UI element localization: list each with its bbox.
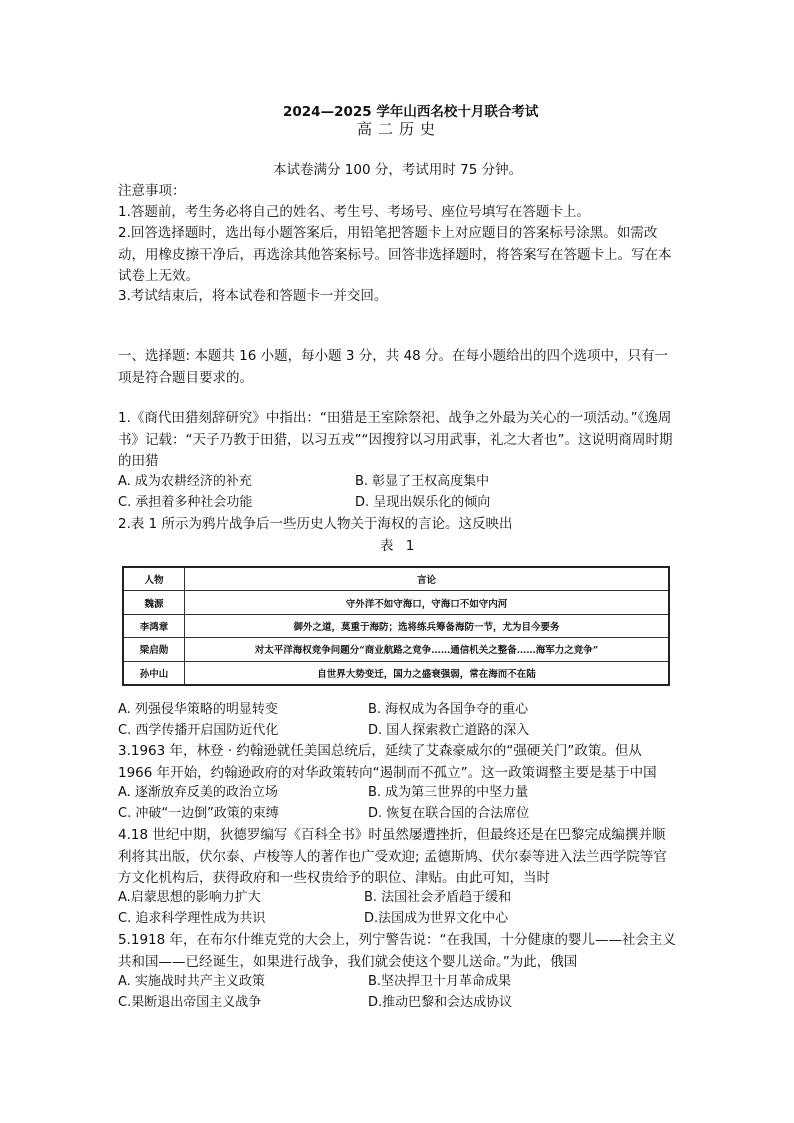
table-cell-quote: 御外之道，莫重于海防；选将练兵筹备海防一节，尤为目今要务	[185, 614, 670, 637]
table-header-row	[123, 567, 669, 591]
option-b: B. 成为第三世界的中坚力量	[368, 785, 529, 800]
option-d: D. 恢复在联合国的合法席位	[368, 806, 530, 821]
option-b: B. 彰显了王权高度集中	[355, 474, 490, 489]
option-c: C. 追求科学理性成为共识	[118, 911, 266, 926]
table-cell-person: 梁启勋	[123, 638, 185, 661]
table-cell-quote: 对太平洋海权竞争问题分“商业航路之竞争……通信机关之整备……海军力之竞争”	[185, 638, 670, 661]
option-c: C. 西学传播开启国防近代化	[118, 723, 279, 738]
option-a: A.启蒙思想的影响力扩大	[118, 890, 261, 905]
option-d: D. 呈现出娱乐化的倾向	[355, 495, 491, 510]
option-d: D.法国成为世界文化中心	[364, 911, 509, 926]
option-a: A. 成为农耕经济的补充	[118, 474, 252, 489]
score-info: 本试卷满分 100 分，考试用时 75 分钟。	[273, 162, 523, 178]
option-c: C. 冲破“一边倒”政策的束缚	[118, 806, 279, 821]
note-item: 2.回答选择题时，选出每小题答案后，用铅笔把答题卡上对应题目的答案标号涂黑。如需改动，用橡皮擦干净后，再选涂其他答案标号。回答非选择题时，将答案写在答题卡上。写在本试卷上无效。	[118, 225, 672, 284]
option-a: A. 列强侵华策略的明显转变	[118, 702, 278, 717]
section-instructions: 一、选择题: 本题共 16 小题，每小题 3 分，共 48 分。在每小题给出的四个选项中，只有一项是符合题目要求的。	[118, 348, 669, 386]
table-cell-quote: 守外洋不如守海口，守海口不如守内河	[185, 591, 670, 614]
option-d: D. 国人探索救亡道路的深入	[368, 723, 530, 738]
note-item: 1.答题前，考生务必将自己的姓名、考生号、考场号、座位号填写在答题卡上。	[118, 204, 590, 220]
option-b: B. 法国社会矛盾趋于缓和	[364, 890, 512, 905]
option-a: A. 实施战时共产主义政策	[118, 974, 265, 989]
option-b: B. 海权成为各国争夺的重心	[368, 702, 529, 717]
table-cell-person: 魏源	[123, 591, 185, 614]
table-row	[123, 614, 669, 637]
table-row	[123, 591, 669, 614]
notes-heading: 注意事项：	[118, 183, 186, 199]
question-stem: 4.18 世纪中期，狄德罗编写《百科全书》时虽然屡遭挫折，但最终还是在巴黎完成编撰并顺利将其出版，伏尔泰、卢梭等人的著作也广受欢迎; 孟德斯鸠、伏尔泰等进入法兰西学院等官方文化机构后，获得政府和一些权贵给予的职位、津贴。由此可知，当时	[118, 827, 667, 886]
table-header: 人物	[123, 567, 185, 591]
question-stem: 2.表 1 所示为鸦片战争后一些历史人物关于海权的言论。这反映出	[118, 516, 513, 532]
note-item: 3.考试结束后，将本试卷和答题卡一并交回。	[118, 288, 388, 304]
question-stem: 1.《商代田猎刻辞研究》中指出：“田猎是王室除祭祀、战争之外最为关心的一项活动。”《逸周书》记载：“天子乃教于田猎，以习五戎”“因搜狩以习用武事，礼之大者也”。这说明商周时期的田猎	[118, 410, 673, 469]
table-header: 言论	[185, 567, 670, 591]
option-d: D.推动巴黎和会达成协议	[368, 995, 513, 1010]
table-cell-quote: 自世界大势变迁，国力之盛衰强弱，常在海而不在陆	[185, 661, 670, 685]
table-caption: 表 1	[380, 538, 419, 554]
option-c: C. 承担着多种社会功能	[118, 495, 253, 510]
question-stem: 3.1963 年，林登 · 约翰逊就任美国总统后，延续了艾森豪威尔的“强硬关门”政策。但从 1966 年开始，约翰逊政府的对华政策转向“遏制而不孤立”。这一政策调整主要是基于中国	[118, 743, 657, 781]
table-cell-person: 孙中山	[123, 661, 185, 685]
quote-table	[122, 566, 670, 686]
table-row	[123, 661, 669, 685]
option-b: B.坚决捍卫十月革命成果	[368, 974, 512, 989]
question-stem: 5.1918 年，在布尔什维克党的大会上，列宁警告说：“在我国，十分健康的婴儿——社会主义共和国——已经诞生，如果进行战争，我们就会使这个婴儿送命。”为此，俄国	[118, 932, 677, 970]
option-a: A. 逐渐放弃反美的政治立场	[118, 785, 278, 800]
subject-title: 高二历史	[357, 120, 442, 138]
table-row	[123, 638, 669, 661]
exam-title: 2024—2025 学年山西名校十月联合考试	[283, 104, 539, 120]
option-c: C.果断退出帝国主义战争	[118, 995, 262, 1010]
table-cell-person: 李鸿章	[123, 614, 185, 637]
